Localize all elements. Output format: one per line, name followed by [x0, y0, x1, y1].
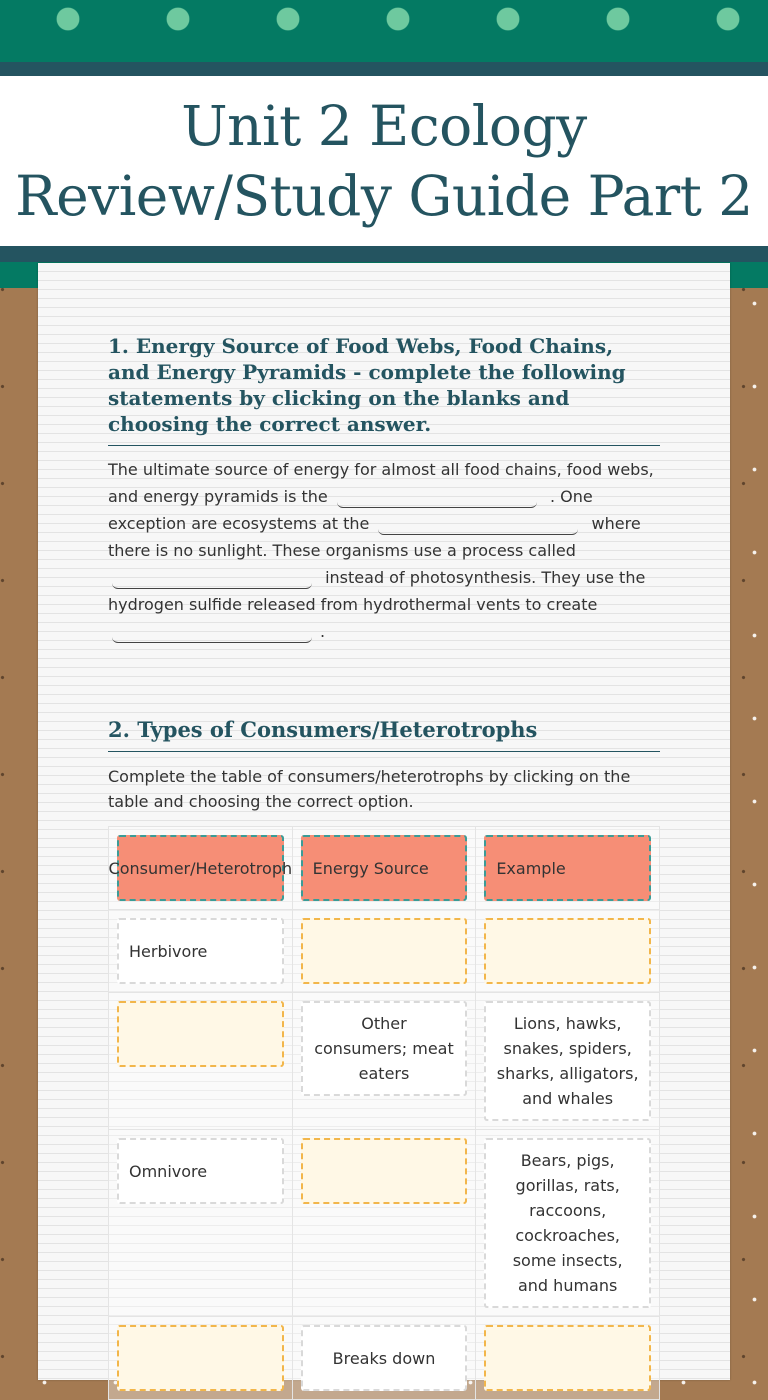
table-row: [109, 1317, 660, 1400]
consumers-table: [108, 826, 660, 1400]
cell-energy: Other consumers; meat eaters: [301, 1001, 468, 1096]
table-row: [109, 993, 660, 1130]
cell-example: Lions, hawks, snakes, spiders, sharks, alligators, and whales: [484, 1001, 651, 1121]
blank-ecosystem-location[interactable]: [378, 515, 578, 535]
title-box: [0, 76, 768, 246]
section-1-title: 1. Energy Source of Food Webs, Food Chains, and Energy Pyramids - complete the following statements by clicking on the blanks and choosing the correct answer.: [108, 333, 660, 446]
section-1-paragraph: [108, 456, 660, 645]
section-1: [108, 333, 660, 645]
s1-text-1: The ultimate source of energy for almost all food chains, food webs, and energy pyramids is the: [108, 460, 654, 506]
drop-cell-consumer[interactable]: [117, 1325, 284, 1391]
drop-cell-consumer[interactable]: [117, 1001, 284, 1067]
table-row: [109, 910, 660, 993]
drop-cell-example[interactable]: [484, 918, 651, 984]
header-energy-source: Energy Source: [301, 835, 468, 901]
title-line-2: Review/Study Guide Part 2: [15, 164, 753, 228]
s1-text-4: instead of photosynthesis. They use the hydrogen sulfide released from hydrothermal vents to create: [108, 568, 646, 614]
s1-text-3: where there is no sunlight. These organisms use a process called: [108, 514, 641, 560]
polka-dot-banner: [0, 0, 768, 62]
cell-consumer: Herbivore: [117, 918, 284, 984]
section-2: [108, 717, 660, 1400]
drop-cell-energy[interactable]: [301, 918, 468, 984]
drop-cell-example[interactable]: [484, 1325, 651, 1391]
cell-consumer: Omnivore: [117, 1138, 284, 1204]
cell-example: Bears, pigs, gorillas, rats, raccoons, cockroaches, some insects, and humans: [484, 1138, 651, 1308]
worksheet-paper: [38, 263, 730, 1380]
s1-text-2: . One exception are ecosystems at the: [108, 487, 593, 533]
page-title: [15, 91, 753, 231]
header-example: Example: [484, 835, 651, 901]
blank-energy-source[interactable]: [337, 488, 537, 508]
cell-energy: Breaks down: [301, 1325, 468, 1391]
table-row: [109, 1130, 660, 1317]
blank-process[interactable]: [112, 569, 312, 589]
drop-cell-energy[interactable]: [301, 1138, 468, 1204]
top-stripe: [0, 62, 768, 76]
blank-product[interactable]: [112, 623, 312, 643]
bottom-stripe: [0, 246, 768, 262]
table-header-row: [109, 827, 660, 910]
worksheet-content: [108, 333, 660, 1400]
section-2-intro: Complete the table of consumers/heterotrophs by clicking on the table and choosing the correct option.: [108, 767, 631, 811]
header-consumer: Consumer/Heterotroph: [117, 835, 284, 901]
title-line-1: Unit 2 Ecology: [181, 94, 587, 158]
s1-text-5: .: [320, 622, 326, 641]
section-2-title: 2. Types of Consumers/Heterotrophs: [108, 717, 660, 752]
